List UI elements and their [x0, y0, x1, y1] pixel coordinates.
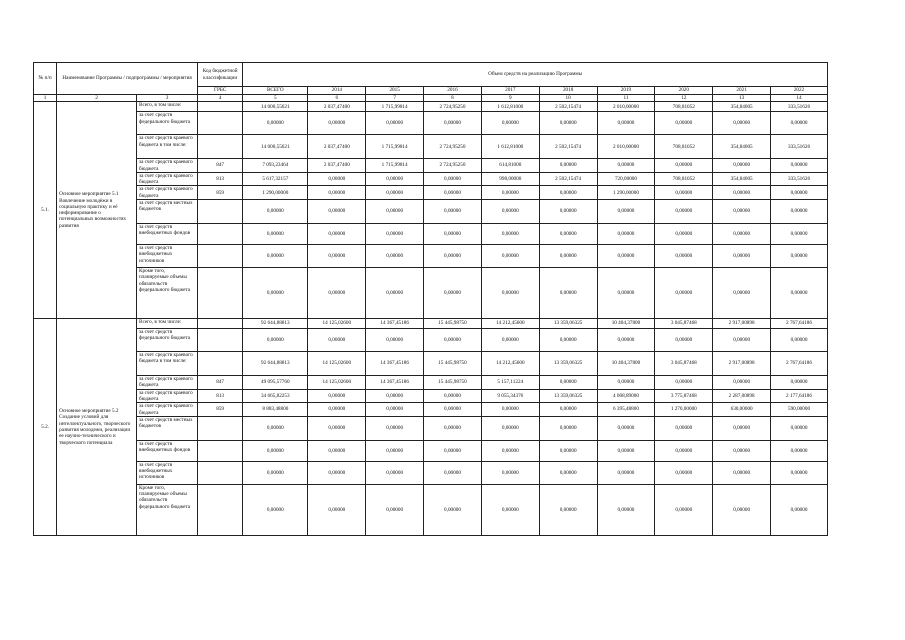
grbs-code: [198, 461, 243, 484]
amount-cell: 0,00000: [308, 389, 366, 403]
amount-cell: 3 045,87468: [655, 319, 713, 329]
header-year: 2021: [713, 87, 771, 95]
amount-cell: 0,00000: [713, 268, 771, 319]
amount-cell: 0,00000: [771, 484, 828, 535]
amount-cell: 4 008,89000: [597, 389, 655, 403]
amount-cell: 0,00000: [481, 112, 539, 135]
grbs-code: [198, 200, 243, 224]
grbs-code: 813: [198, 389, 243, 403]
amount-cell: 2 502,15474: [539, 172, 597, 186]
amount-cell: 0,00000: [366, 461, 424, 484]
amount-cell: 7 093,23464: [243, 159, 308, 173]
amount-cell: 2 724,95250: [424, 102, 482, 112]
amount-cell: 0,00000: [771, 376, 828, 390]
amount-cell: 0,00000: [308, 186, 366, 200]
funding-source: за счет средств внебюджетных источников: [137, 461, 198, 484]
amount-cell: 0,00000: [539, 416, 597, 440]
amount-cell: 2 037,47400: [308, 135, 366, 159]
amount-cell: 2 010,00000: [597, 102, 655, 112]
amount-cell: 0,00000: [243, 461, 308, 484]
amount-cell: 0,00000: [308, 329, 366, 352]
amount-cell: 14 212,45600: [481, 319, 539, 329]
table-row: [34, 389, 828, 403]
amount-cell: 0,00000: [308, 224, 366, 245]
amount-cell: 0,00000: [243, 224, 308, 245]
header-year: 2020: [655, 87, 713, 95]
amount-cell: 0,00000: [713, 112, 771, 135]
amount-cell: 0,00000: [597, 484, 655, 535]
activity-name: Основное мероприятие 5.2 Создание условий для интеллектуального, творческого развития молодежи, реализации ее научно-технического и творческого потенциала: [57, 319, 137, 536]
amount-cell: 708,81052: [655, 102, 713, 112]
amount-cell: 0,00000: [366, 172, 424, 186]
amount-cell: 354,84005: [713, 172, 771, 186]
amount-cell: 0,00000: [655, 416, 713, 440]
amount-cell: 0,00000: [771, 224, 828, 245]
amount-cell: 0,00000: [481, 329, 539, 352]
amount-cell: 630,00000: [713, 403, 771, 417]
amount-cell: 2 287,00898: [713, 389, 771, 403]
amount-cell: 15 445,98750: [424, 352, 482, 376]
amount-cell: 2 037,47400: [308, 159, 366, 173]
amount-cell: 0,00000: [713, 159, 771, 173]
funding-source: за счет средств местных бюджетов: [137, 416, 198, 440]
amount-cell: 0,00000: [597, 245, 655, 268]
grbs-code: 813: [198, 172, 243, 186]
amount-cell: 614,81000: [481, 159, 539, 173]
funding-source: за счет средств краевого бюджета: [137, 186, 198, 200]
amount-cell: 0,00000: [308, 416, 366, 440]
grbs-code: [198, 245, 243, 268]
grbs-code: 847: [198, 159, 243, 173]
amount-cell: 0,00000: [366, 224, 424, 245]
column-index: 6: [308, 95, 366, 102]
amount-cell: 0,00000: [308, 245, 366, 268]
column-index: 13: [713, 95, 771, 102]
amount-cell: 0,00000: [771, 186, 828, 200]
amount-cell: 14 125,02600: [308, 376, 366, 390]
column-index: 2: [57, 95, 137, 102]
amount-cell: 0,00000: [713, 329, 771, 352]
amount-cell: 708,81052: [655, 172, 713, 186]
amount-cell: 0,00000: [308, 440, 366, 461]
amount-cell: 0,00000: [539, 329, 597, 352]
amount-cell: 0,00000: [771, 440, 828, 461]
amount-cell: 0,00000: [771, 416, 828, 440]
amount-cell: 92 644,88813: [243, 352, 308, 376]
amount-cell: 0,00000: [424, 461, 482, 484]
amount-cell: 0,00000: [597, 440, 655, 461]
amount-cell: 2 037,47400: [308, 102, 366, 112]
amount-cell: 0,00000: [366, 329, 424, 352]
amount-cell: 14 212,45600: [481, 352, 539, 376]
amount-cell: 2 010,00000: [597, 135, 655, 159]
table-row: [34, 484, 828, 535]
amount-cell: 2 724,95250: [424, 135, 482, 159]
amount-cell: 354,84005: [713, 102, 771, 112]
column-index: 5: [243, 95, 308, 102]
amount-cell: 0,00000: [539, 484, 597, 535]
amount-cell: 13 359,06325: [539, 389, 597, 403]
amount-cell: 0,00000: [424, 403, 482, 417]
table-row: [34, 224, 828, 245]
amount-cell: 0,00000: [713, 416, 771, 440]
grbs-code: [198, 224, 243, 245]
funding-source: за счет средств внебюджетных фондов: [137, 224, 198, 245]
header-year: 2019: [597, 87, 655, 95]
amount-cell: 0,00000: [481, 186, 539, 200]
amount-cell: 3 775,87468: [655, 389, 713, 403]
grbs-code: [198, 440, 243, 461]
amount-cell: 0,00000: [424, 329, 482, 352]
amount-cell: 0,00000: [597, 416, 655, 440]
table-row: [34, 135, 828, 159]
table-row: [34, 159, 828, 173]
column-index: 14: [771, 95, 828, 102]
amount-cell: 0,00000: [655, 268, 713, 319]
amount-cell: 0,00000: [713, 461, 771, 484]
amount-cell: 0,00000: [481, 268, 539, 319]
header-year: 2016: [424, 87, 482, 95]
grbs-code: 847: [198, 376, 243, 390]
funding-source: Всего, в том числе:: [137, 102, 198, 112]
amount-cell: 720,00000: [597, 172, 655, 186]
amount-cell: 0,00000: [308, 461, 366, 484]
amount-cell: 0,00000: [539, 268, 597, 319]
amount-cell: 9 055,34376: [481, 389, 539, 403]
amount-cell: 14 125,02600: [308, 352, 366, 376]
funding-source: за счет средств федерального бюджета: [137, 112, 198, 135]
amount-cell: 0,00000: [655, 224, 713, 245]
amount-cell: 2 767,64186: [771, 352, 828, 376]
amount-cell: 0,00000: [539, 112, 597, 135]
amount-cell: 0,00000: [243, 268, 308, 319]
amount-cell: 2 502,15474: [539, 135, 597, 159]
table-row: [34, 268, 828, 319]
amount-cell: 1 612,81000: [481, 135, 539, 159]
column-index: 10: [539, 95, 597, 102]
amount-cell: 0,00000: [366, 389, 424, 403]
amount-cell: 0,00000: [243, 440, 308, 461]
amount-cell: 0,00000: [424, 172, 482, 186]
amount-cell: 0,00000: [539, 376, 597, 390]
amount-cell: 0,00000: [713, 224, 771, 245]
amount-cell: 0,00000: [243, 416, 308, 440]
amount-cell: 0,00000: [308, 268, 366, 319]
amount-cell: 0,00000: [308, 172, 366, 186]
amount-cell: 0,00000: [243, 200, 308, 224]
amount-cell: 0,00000: [243, 484, 308, 535]
table-row: [34, 416, 828, 440]
grbs-code: [198, 268, 243, 319]
grbs-code: [198, 329, 243, 352]
amount-cell: 0,00000: [713, 440, 771, 461]
program-funding-table: [33, 62, 828, 536]
header-year: ВСЕГО: [243, 87, 308, 95]
amount-cell: 0,00000: [308, 200, 366, 224]
amount-cell: 0,00000: [366, 112, 424, 135]
amount-cell: 10 404,37800: [597, 319, 655, 329]
amount-cell: 13 359,06325: [539, 352, 597, 376]
amount-cell: 0,00000: [597, 268, 655, 319]
amount-cell: 354,84005: [713, 135, 771, 159]
amount-cell: 0,00000: [481, 484, 539, 535]
amount-cell: 10 404,37800: [597, 352, 655, 376]
amount-cell: 0,00000: [539, 200, 597, 224]
table-row: [34, 102, 828, 112]
amount-cell: 34 665,82253: [243, 389, 308, 403]
amount-cell: 14 367,45186: [366, 352, 424, 376]
table-row: [34, 200, 828, 224]
amount-cell: 0,00000: [424, 440, 482, 461]
amount-cell: 0,00000: [424, 389, 482, 403]
amount-cell: 0,00000: [366, 200, 424, 224]
grbs-code: [198, 112, 243, 135]
amount-cell: 0,00000: [424, 224, 482, 245]
amount-cell: 0,00000: [655, 186, 713, 200]
amount-cell: 590,00000: [771, 403, 828, 417]
amount-cell: 0,00000: [597, 461, 655, 484]
header-year: 2017: [481, 87, 539, 95]
amount-cell: 0,00000: [424, 268, 482, 319]
header-year: 2018: [539, 87, 597, 95]
table-row: [34, 440, 828, 461]
amount-cell: 0,00000: [655, 159, 713, 173]
amount-cell: 0,00000: [539, 245, 597, 268]
amount-cell: 0,00000: [481, 224, 539, 245]
column-index: 3: [137, 95, 198, 102]
column-index: 7: [366, 95, 424, 102]
funding-source: Кроме того, планируемые объемы обязательств федерального бюджета: [137, 268, 198, 319]
amount-cell: 0,00000: [771, 245, 828, 268]
amount-cell: 14 000,55621: [243, 102, 308, 112]
amount-cell: 0,00000: [481, 416, 539, 440]
column-index: 4: [198, 95, 243, 102]
table-row: [34, 376, 828, 390]
funding-source: Кроме того, планируемые объемы обязательств федерального бюджета: [137, 484, 198, 535]
amount-cell: 998,00000: [481, 172, 539, 186]
header-grbs: ГРБС: [198, 87, 243, 95]
funding-source: за счет средств краевого бюджета: [137, 403, 198, 417]
grbs-code: [198, 102, 243, 112]
amount-cell: 0,00000: [424, 186, 482, 200]
amount-cell: 0,00000: [655, 376, 713, 390]
header-year: 2022: [771, 87, 828, 95]
table-row: [34, 461, 828, 484]
amount-cell: 0,00000: [366, 484, 424, 535]
activity-number: 5.2.: [34, 319, 57, 536]
column-index: 8: [424, 95, 482, 102]
amount-cell: 92 644,88813: [243, 319, 308, 329]
amount-cell: 5 617,32157: [243, 172, 308, 186]
funding-source: за счет средств краевого бюджета: [137, 376, 198, 390]
amount-cell: 14 367,45186: [366, 376, 424, 390]
amount-cell: 0,00000: [539, 159, 597, 173]
amount-cell: 2 177,64186: [771, 389, 828, 403]
amount-cell: 0,00000: [597, 329, 655, 352]
column-index: 9: [481, 95, 539, 102]
column-index: 1: [34, 95, 57, 102]
amount-cell: 0,00000: [424, 245, 482, 268]
amount-cell: 0,00000: [713, 245, 771, 268]
amount-cell: 0,00000: [243, 112, 308, 135]
amount-cell: 0,00000: [481, 461, 539, 484]
amount-cell: 0,00000: [243, 329, 308, 352]
amount-cell: 0,00000: [539, 461, 597, 484]
amount-cell: 0,00000: [713, 376, 771, 390]
amount-cell: 5 157,11224: [481, 376, 539, 390]
amount-cell: 6 395,48800: [597, 403, 655, 417]
table-row: [34, 352, 828, 376]
amount-cell: 0,00000: [597, 376, 655, 390]
amount-cell: 0,00000: [771, 200, 828, 224]
amount-cell: 2 724,95250: [424, 159, 482, 173]
amount-cell: 0,00000: [713, 200, 771, 224]
amount-cell: 0,00000: [366, 268, 424, 319]
amount-cell: 0,00000: [655, 245, 713, 268]
amount-cell: 0,00000: [597, 224, 655, 245]
amount-cell: 0,00000: [366, 186, 424, 200]
header-year: 2014: [308, 87, 366, 95]
amount-cell: 2 917,00898: [713, 352, 771, 376]
amount-cell: 0,00000: [597, 112, 655, 135]
amount-cell: 0,00000: [771, 329, 828, 352]
activity-name: Основное мероприятие 5.1 Вовлечение молодёжи в социальную практику и её информирование о потенциальных возможностях развития: [57, 102, 137, 319]
amount-cell: 2 767,64186: [771, 319, 828, 329]
amount-cell: 333,51626: [771, 135, 828, 159]
funding-source: за счет средств внебюджетных источников: [137, 245, 198, 268]
amount-cell: 0,00000: [424, 200, 482, 224]
amount-cell: 15 445,98750: [424, 376, 482, 390]
amount-cell: 0,00000: [366, 416, 424, 440]
amount-cell: 1 270,00000: [655, 403, 713, 417]
grbs-code: [198, 352, 243, 376]
funding-source: за счет средств местных бюджетов: [137, 200, 198, 224]
amount-cell: 0,00000: [539, 440, 597, 461]
funding-source: за счет средств краевого бюджета: [137, 389, 198, 403]
amount-cell: 0,00000: [655, 329, 713, 352]
funding-source: за счет средств краевого бюджета в том числе:: [137, 135, 198, 159]
table-row: [34, 319, 828, 329]
amount-cell: 0,00000: [655, 440, 713, 461]
amount-cell: 0,00000: [366, 245, 424, 268]
amount-cell: 0,00000: [771, 112, 828, 135]
amount-cell: 0,00000: [655, 484, 713, 535]
table-row: [34, 245, 828, 268]
funding-source: Всего, в том числе:: [137, 319, 198, 329]
amount-cell: 1 715,99814: [366, 135, 424, 159]
amount-cell: 0,00000: [424, 416, 482, 440]
amount-cell: 0,00000: [771, 268, 828, 319]
table-row: [34, 172, 828, 186]
amount-cell: 0,00000: [713, 484, 771, 535]
funding-source: за счет средств краевого бюджета в том числе:: [137, 352, 198, 376]
grbs-code: 859: [198, 186, 243, 200]
amount-cell: 0,00000: [308, 112, 366, 135]
funding-source: за счет средств краевого бюджета: [137, 159, 198, 173]
amount-cell: 1 290,00000: [597, 186, 655, 200]
amount-cell: 0,00000: [597, 159, 655, 173]
amount-cell: 13 359,06325: [539, 319, 597, 329]
amount-cell: 0,00000: [713, 186, 771, 200]
header-budget-code: Код бюджетной классификации: [198, 63, 243, 87]
grbs-code: [198, 135, 243, 159]
header-name: Наименование Программы / подпрограммы / мероприятия: [57, 63, 198, 95]
grbs-code: [198, 416, 243, 440]
amount-cell: 14 367,45186: [366, 319, 424, 329]
amount-cell: 0,00000: [655, 200, 713, 224]
table-row: [34, 403, 828, 417]
amount-cell: 1 715,99814: [366, 102, 424, 112]
table-row: [34, 329, 828, 352]
amount-cell: 0,00000: [655, 112, 713, 135]
amount-cell: 0,00000: [771, 159, 828, 173]
column-index: 12: [655, 95, 713, 102]
amount-cell: 708,81052: [655, 135, 713, 159]
amount-cell: 1 612,81000: [481, 102, 539, 112]
column-index: 11: [597, 95, 655, 102]
amount-cell: 1 715,99814: [366, 159, 424, 173]
amount-cell: 0,00000: [308, 403, 366, 417]
amount-cell: 1 290,00000: [243, 186, 308, 200]
amount-cell: 8 883,48800: [243, 403, 308, 417]
grbs-code: 859: [198, 403, 243, 417]
funding-source: за счет средств внебюджетных фондов: [137, 440, 198, 461]
table-row: [34, 112, 828, 135]
amount-cell: 0,00000: [481, 403, 539, 417]
amount-cell: 3 045,87468: [655, 352, 713, 376]
amount-cell: 0,00000: [308, 484, 366, 535]
amount-cell: 0,00000: [481, 200, 539, 224]
amount-cell: 0,00000: [597, 200, 655, 224]
amount-cell: 0,00000: [424, 484, 482, 535]
amount-cell: 0,00000: [481, 440, 539, 461]
header-year: 2015: [366, 87, 424, 95]
amount-cell: 14 125,02600: [308, 319, 366, 329]
amount-cell: 0,00000: [243, 245, 308, 268]
amount-cell: 2 917,00898: [713, 319, 771, 329]
amount-cell: 0,00000: [539, 224, 597, 245]
amount-cell: 0,00000: [424, 112, 482, 135]
amount-cell: 49 095,57760: [243, 376, 308, 390]
amount-cell: 0,00000: [366, 440, 424, 461]
header-num: № п/п: [34, 63, 57, 95]
activity-number: 5.1.: [34, 102, 57, 319]
amount-cell: 2 502,15474: [539, 102, 597, 112]
amount-cell: 14 000,55621: [243, 135, 308, 159]
funding-source: за счет средств федерального бюджета: [137, 329, 198, 352]
amount-cell: 0,00000: [481, 245, 539, 268]
header-funds: Объем средств на реализацию Программы: [243, 63, 828, 87]
amount-cell: 0,00000: [539, 403, 597, 417]
amount-cell: 0,00000: [366, 403, 424, 417]
amount-cell: 0,00000: [539, 186, 597, 200]
amount-cell: 333,51626: [771, 172, 828, 186]
grbs-code: [198, 319, 243, 329]
funding-source: за счет средств краевого бюджета: [137, 172, 198, 186]
amount-cell: 0,00000: [771, 461, 828, 484]
amount-cell: 333,51626: [771, 102, 828, 112]
grbs-code: [198, 484, 243, 535]
amount-cell: 15 445,98750: [424, 319, 482, 329]
table-row: [34, 186, 828, 200]
amount-cell: 0,00000: [655, 461, 713, 484]
